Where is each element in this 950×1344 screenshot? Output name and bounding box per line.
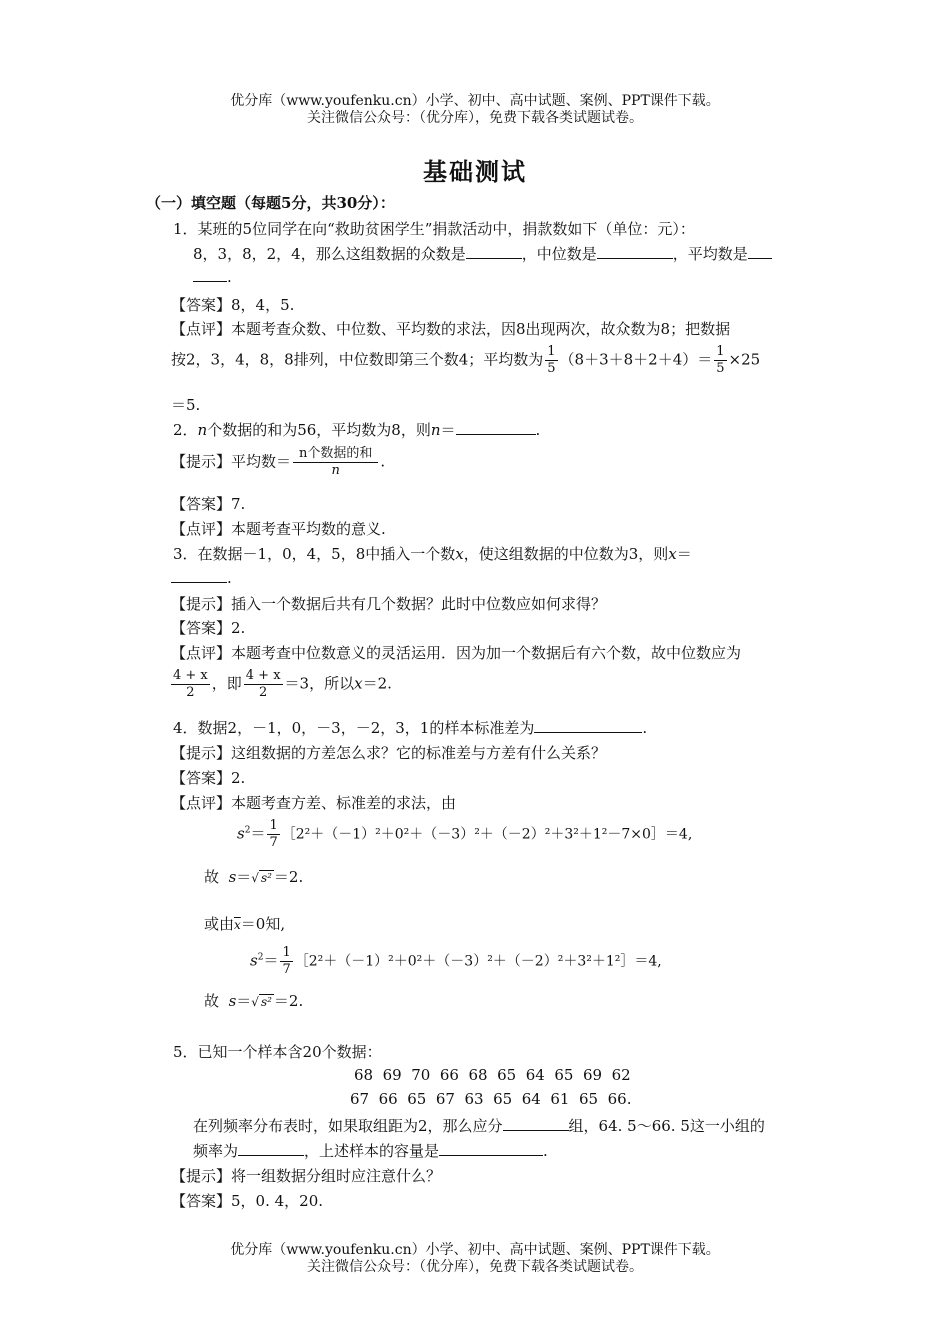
- q1-comment-2b: （8＋3＋8＋2＋4）＝: [559, 350, 713, 369]
- q4-fraction-1: $\frac{1}{7}$: [269, 818, 278, 850]
- q5-blank-groups[interactable]: [503, 1116, 569, 1131]
- q3-fraction-2: $\frac{4 + x}{2}$: [245, 668, 281, 700]
- footer-line-2: 关注微信公众号：（优分库），免费下载各类试题试卷。: [307, 1259, 643, 1275]
- q5-line3: 在列频率分布表时，如果取组距为2，那么应分 组，64. 5～66. 5这一小组的: [193, 1117, 765, 1135]
- q1-blank-mode[interactable]: [466, 244, 522, 259]
- q4-formula-5: 故 s＝√ s² ＝2.: [204, 992, 304, 1010]
- q1-line3-end: .: [227, 268, 232, 286]
- q5-blank-capacity[interactable]: [439, 1141, 543, 1156]
- q1-answer: 【答案】8，4，5.: [171, 296, 295, 314]
- page-title: 基础测试: [423, 157, 527, 186]
- q1-text-c: ，平均数是: [672, 245, 748, 263]
- q4-formula-2: 故 s＝√ s² ＝2.: [204, 868, 304, 886]
- q1-comment-2: [171, 344, 760, 377]
- q3-comment-2: $\frac{4 + x}{2}$ ，即 $\frac{4 + x}{2}$ ＝3，所以x＝2.: [173, 668, 392, 700]
- q3-comment-1: 【点评】本题考查中位数意义的灵活运用．因为加一个数据后有六个数，故中位数应为: [171, 644, 742, 662]
- header-line-1: 优分库（www.youfenku.cn）小学、初中、高中试题、案例、PPT课件下载。: [230, 93, 720, 109]
- q1-text-b: ，中位数是: [521, 245, 597, 263]
- q5-answer: 【答案】5，0. 4，20.: [171, 1192, 324, 1210]
- header-line-2: 关注微信公众号：（优分库），免费下载各类试题试卷。: [307, 110, 643, 126]
- sqrt-symbol-2: √ s²: [251, 995, 272, 1009]
- q3-hint: 【提示】插入一个数据后共有几个数据？此时中位数应如何求得？: [171, 595, 607, 613]
- q3-line2: .: [171, 568, 232, 587]
- q3-answer: 【答案】2.: [171, 619, 246, 637]
- q5-line4: 频率为 ，上述样本的容量是 .: [193, 1142, 548, 1160]
- q3-stem: 3．在数据－1，0，4，5，8中插入一个数x，使这组数据的中位数为3，则x＝: [173, 545, 692, 563]
- q4-formula-1: $s^2=$ $\frac{1}{7}$ ［2²＋（－1）²＋0²＋（－3）²＋（－2）²＋3²＋1²－7×0］＝4,: [237, 818, 693, 850]
- q5-blank-frequency[interactable]: [238, 1141, 304, 1156]
- q1-blank-mean[interactable]: [748, 244, 772, 259]
- q1-comment-1: 【点评】本题考查众数、中位数、平均数的求法，因8出现两次，故众数为8；把数据: [171, 320, 731, 338]
- q4-answer: 【答案】2.: [171, 769, 246, 787]
- q4-hint: 【提示】这组数据的方差怎么求？它的标准差与方差有什么关系？: [171, 744, 607, 762]
- q2-hint: 【提示】平均数＝ $\frac{\text{n个数据的和}}{n}$ .: [171, 446, 386, 478]
- q1-comment-3: ＝5.: [171, 396, 201, 414]
- q1-fraction-2: $\frac{1}{5}$: [716, 344, 725, 376]
- q4-blank[interactable]: [534, 718, 642, 733]
- q1-line2: [193, 243, 772, 264]
- q5-stem: 5．已知一个样本含20个数据：: [173, 1043, 382, 1061]
- q5-data-row-1: 68 69 70 66 68 65 64 65 69 62: [354, 1066, 631, 1084]
- section-heading: （一）填空题（每题5分，共30分）：: [146, 194, 395, 212]
- q2-comment: 【点评】本题考查平均数的意义.: [171, 520, 386, 538]
- q2-blank[interactable]: [456, 420, 536, 435]
- q3-fraction-1: $\frac{4 + x}{2}$: [173, 668, 208, 700]
- footer-line-1: 优分库（www.youfenku.cn）小学、初中、高中试题、案例、PPT课件下载。: [230, 1242, 720, 1258]
- q1-line3: [193, 267, 232, 286]
- q1-text-a: 8，3，8，2，4，那么这组数据的众数是: [193, 245, 466, 263]
- q3-blank[interactable]: [171, 568, 227, 583]
- q4-stem: 4．数据2，－1，0，－3，－2，3，1的样本标准差为 .: [173, 719, 648, 737]
- q1-fraction-1: $\frac{1}{5}$: [547, 344, 556, 376]
- q2-answer: 【答案】7.: [171, 495, 246, 513]
- q4-formula-4: $s^2=$ $\frac{1}{7}$ ［2²＋（－1）²＋0²＋（－3）²＋（－2）²＋3²＋1²］＝4,: [250, 945, 662, 977]
- q1-comment-2a: 按2，3，4，8，8排列，中位数即第三个数4；平均数为: [171, 350, 544, 369]
- q4-comment: 【点评】本题考查方差、标准差的求法，由: [171, 794, 457, 812]
- q1-stem: 1．某班的5位同学在向“救助贫困学生”捐款活动中，捐款数如下（单位：元）：: [173, 220, 695, 238]
- q5-hint: 【提示】将一组数据分组时应注意什么？: [171, 1167, 442, 1185]
- sqrt-symbol-1: √ s²: [251, 871, 272, 885]
- q4-formula-3: 或由$\overline{x}=0$知,: [204, 915, 286, 933]
- q5-data-row-2: 67 66 65 67 63 65 64 61 65 66.: [350, 1090, 632, 1108]
- q2-fraction: $\frac{\text{n个数据的和}}{n}$: [293, 446, 378, 479]
- q1-blank-median[interactable]: [597, 244, 673, 259]
- q4-fraction-2: $\frac{1}{7}$: [282, 945, 291, 977]
- q1-comment-2c: ×25: [728, 350, 761, 369]
- q1-blank-mean-cont[interactable]: [193, 267, 227, 282]
- q2-stem: 2．n个数据的和为56，平均数为8，则n＝ .: [173, 421, 541, 439]
